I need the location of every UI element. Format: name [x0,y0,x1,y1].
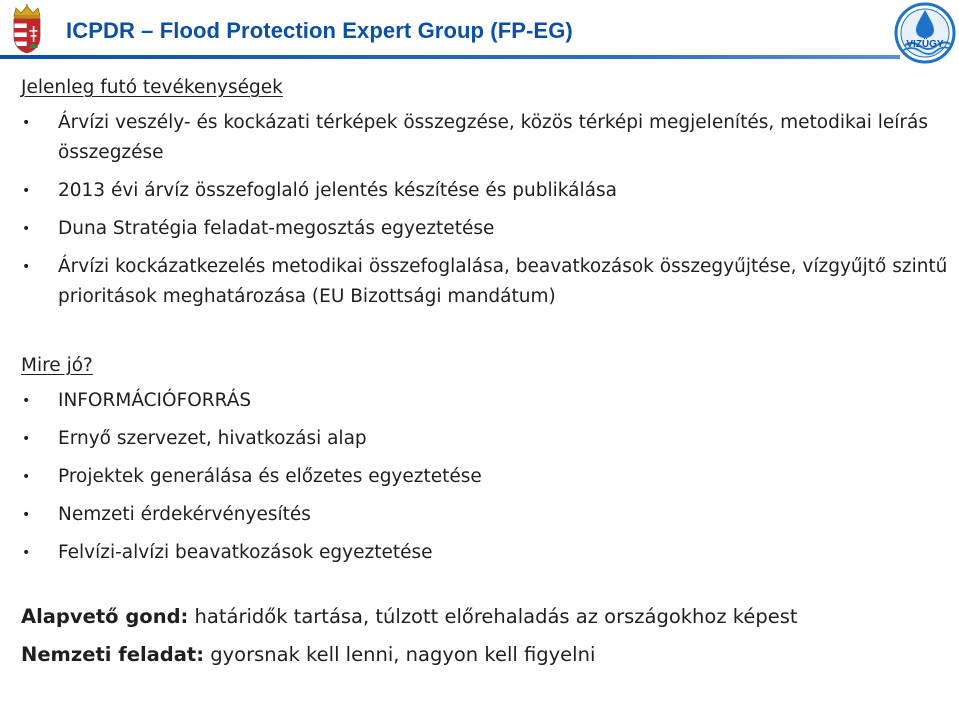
summary-main-problem [21,602,951,632]
summary-block [21,602,951,670]
summary-national-task [21,640,951,670]
title-underline-rule [0,55,900,59]
list-item: • Árvízi veszély- és kockázati térképek összegzése, közös térképi megjelenítés, metodikai leírás összegzése [21,108,951,168]
list-item: • INFORMÁCIÓFORRÁS [21,386,951,416]
list-item: • Árvízi kockázatkezelés metodikai összefoglalása, beavatkozások összegyűjtése, vízgyűjtő szintű prioritások meghatározása (EU Bizottsági mandátum) [21,252,951,312]
list-item: • Projektek generálása és előzetes egyeztetése [21,462,951,492]
slide-title: ICPDR – Flood Protection Expert Group (FP-EG) [66,18,573,43]
summary-label: Alapvető gond: [21,605,189,628]
list-item: • 2013 évi árvíz összefoglaló jelentés készítése és publikálása [21,176,951,206]
summary-label: Nemzeti feladat: [21,643,205,666]
current-activities-list [21,108,951,312]
summary-text: gyorsnak kell lenni, nagyon kell figyelni [204,643,596,666]
list-item: • Nemzeti érdekérvényesítés [21,500,951,530]
section-title-current-activities: Jelenleg futó tevékenységek [21,77,283,98]
logo-text: VIZÜGY [906,39,944,50]
summary-text: határidők tartása, túlzott előrehaladás az országokhoz képest [188,605,798,628]
list-item: • Felvízi-alvízi beavatkozások egyeztetése [21,538,951,568]
list-item: • Ernyő szervezet, hivatkozási alap [21,424,951,454]
vizugy-logo-icon [894,2,956,64]
benefits-list [21,386,951,568]
list-item: • Duna Stratégia feladat-megosztás egyeztetése [21,214,951,244]
slide-header [0,0,959,66]
slide-body [21,68,951,678]
hungarian-coat-of-arms-icon [10,4,44,54]
section-title-benefits: Mire jó? [21,355,93,376]
